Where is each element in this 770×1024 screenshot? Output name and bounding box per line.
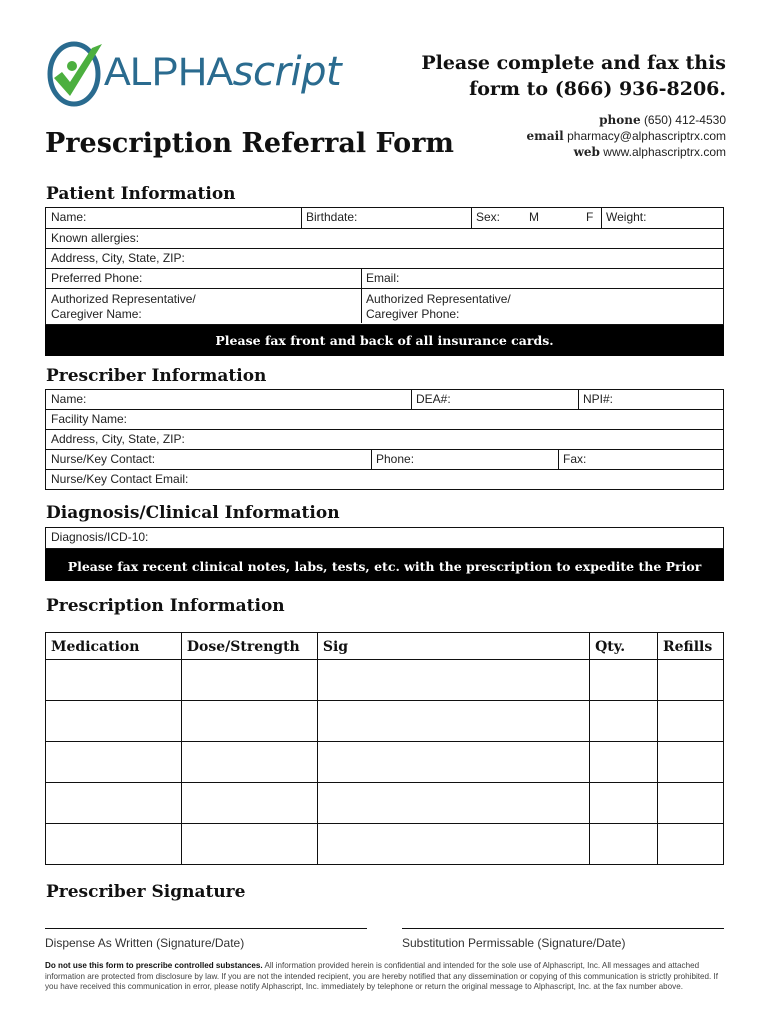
- qty-cell[interactable]: [590, 701, 658, 742]
- prescription-section-title: Prescription Information: [46, 596, 285, 616]
- caregiver-name-label-2: Caregiver Name:: [51, 307, 142, 321]
- alphascript-logo: [44, 38, 342, 108]
- logo-check-icon: [44, 38, 108, 108]
- sex-f-option[interactable]: F: [586, 210, 594, 224]
- prescriber-name-field[interactable]: Name:: [51, 392, 87, 406]
- prescriber-phone-field[interactable]: Phone:: [376, 452, 415, 466]
- sig-cell[interactable]: [317, 824, 589, 865]
- sex-m-option[interactable]: M: [529, 210, 539, 224]
- dose-cell[interactable]: [181, 660, 317, 701]
- disclaimer-bold: Do not use this form to prescribe controlled substances.: [45, 961, 263, 970]
- signature-section-title: Prescriber Signature: [46, 882, 246, 902]
- daw-signature-label: Dispense As Written (Signature/Date): [45, 936, 245, 950]
- contact-info: [527, 112, 726, 160]
- page-title: Prescription Referral Form: [45, 128, 454, 159]
- sig-cell[interactable]: [317, 742, 589, 783]
- diagnosis-box: [45, 527, 724, 549]
- patient-section-title: Patient Information: [46, 184, 236, 204]
- prescription-table: [45, 632, 724, 865]
- logo-script-text: script: [232, 49, 342, 95]
- sig-cell[interactable]: [317, 660, 589, 701]
- fax-note-line1: Please complete and fax this: [421, 52, 726, 74]
- refills-cell[interactable]: [657, 701, 723, 742]
- insurance-note-banner: Please fax front and back of all insurance cards.: [45, 325, 724, 356]
- table-row: [46, 742, 724, 783]
- disclaimer: [45, 961, 725, 993]
- substitution-signature-line[interactable]: [402, 928, 724, 929]
- email-value: pharmacy@alphascriptrx.com: [567, 129, 726, 143]
- phone-label: phone: [599, 113, 641, 127]
- prescriber-fax-field[interactable]: Fax:: [563, 452, 587, 466]
- caregiver-phone-label-2: Caregiver Phone:: [366, 307, 460, 321]
- caregiver-name-field[interactable]: [46, 289, 201, 323]
- diagnosis-icd-field[interactable]: Diagnosis/ICD-10:: [51, 530, 149, 544]
- qty-cell[interactable]: [590, 824, 658, 865]
- caregiver-name-label-1: Authorized Representative/: [51, 292, 196, 306]
- col-medication: Medication: [46, 633, 182, 660]
- phone-value: (650) 412-4530: [643, 113, 726, 127]
- logo-alpha-text: ALPHA: [104, 50, 233, 94]
- prescriber-npi-field[interactable]: NPI#:: [583, 392, 614, 406]
- col-refills: Refills: [657, 633, 723, 660]
- patient-email-field[interactable]: Email:: [366, 271, 400, 285]
- refills-cell[interactable]: [657, 783, 723, 824]
- refills-cell[interactable]: [657, 824, 723, 865]
- prescription-header-row: [46, 633, 724, 660]
- qty-cell[interactable]: [590, 742, 658, 783]
- web-label: web: [573, 145, 600, 159]
- medication-cell[interactable]: [46, 701, 182, 742]
- medication-cell[interactable]: [46, 824, 182, 865]
- dose-cell[interactable]: [181, 783, 317, 824]
- logo-wordmark: [104, 49, 342, 95]
- table-row: [46, 701, 724, 742]
- col-dose-strength: Dose/Strength: [181, 633, 317, 660]
- table-row: [46, 824, 724, 865]
- patient-allergies-field[interactable]: Known allergies:: [51, 231, 140, 245]
- medication-cell[interactable]: [46, 660, 182, 701]
- patient-address-field[interactable]: Address, City, State, ZIP:: [51, 251, 185, 265]
- patient-weight-field[interactable]: Weight:: [606, 210, 647, 224]
- qty-cell[interactable]: [590, 783, 658, 824]
- diagnosis-section-title: Diagnosis/Clinical Information: [46, 503, 340, 523]
- substitution-signature-label: Substitution Permissable (Signature/Date): [402, 936, 626, 950]
- disclaimer-text: All information provided herein is confidential and intended for the sole use of Alphascript, Inc. All messages and attached information are protected from disclosure by law. If you are not the intended recipient, you are hereby notified that any dissemination or copying of this communication is strictly prohibited. If you have received this communication in error, please notify Alphascript, Inc. immediately by telephone or return the original message to Alphascript, Inc. at the fax number above.: [45, 961, 719, 991]
- patient-sex-label: Sex:: [476, 210, 501, 224]
- patient-name-field[interactable]: Name:: [51, 210, 87, 224]
- medication-cell[interactable]: [46, 783, 182, 824]
- web-value: www.alphascriptrx.com: [603, 145, 726, 159]
- col-qty: Qty.: [590, 633, 658, 660]
- refills-cell[interactable]: [657, 660, 723, 701]
- patient-info-box: [45, 207, 724, 325]
- medication-cell[interactable]: [46, 742, 182, 783]
- fax-note-line2: form to (866) 936-8206.: [469, 78, 726, 100]
- sig-cell[interactable]: [317, 701, 589, 742]
- qty-cell[interactable]: [590, 660, 658, 701]
- sig-cell[interactable]: [317, 783, 589, 824]
- table-row: [46, 783, 724, 824]
- refills-cell[interactable]: [657, 742, 723, 783]
- patient-birthdate-field[interactable]: Birthdate:: [306, 210, 358, 224]
- col-sig: Sig: [317, 633, 589, 660]
- prescriber-address-field[interactable]: Address, City, State, ZIP:: [51, 432, 185, 446]
- nurse-contact-field[interactable]: Nurse/Key Contact:: [51, 452, 156, 466]
- prescriber-section-title: Prescriber Information: [46, 366, 267, 386]
- table-row: [46, 660, 724, 701]
- nurse-email-field[interactable]: Nurse/Key Contact Email:: [51, 472, 189, 486]
- prescriber-dea-field[interactable]: DEA#:: [416, 392, 451, 406]
- dose-cell[interactable]: [181, 701, 317, 742]
- prescriber-info-box: [45, 389, 724, 490]
- facility-name-field[interactable]: Facility Name:: [51, 412, 128, 426]
- clinical-notes-banner: Please fax recent clinical notes, labs, tests, etc. with the prescription to expedite the Prior Authorization.: [45, 549, 724, 581]
- fax-instructions: [421, 50, 726, 102]
- caregiver-phone-label-1: Authorized Representative/: [366, 292, 511, 306]
- dose-cell[interactable]: [181, 742, 317, 783]
- patient-phone-field[interactable]: Preferred Phone:: [51, 271, 143, 285]
- dose-cell[interactable]: [181, 824, 317, 865]
- email-label: email: [526, 129, 564, 143]
- daw-signature-line[interactable]: [45, 928, 367, 929]
- caregiver-phone-field[interactable]: [361, 289, 516, 323]
